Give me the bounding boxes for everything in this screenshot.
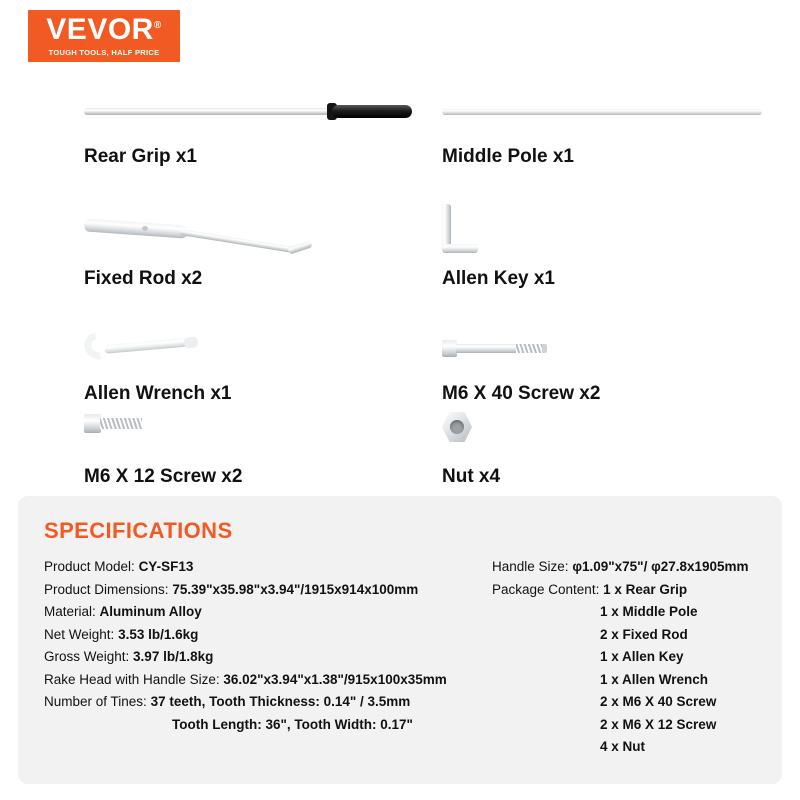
package-content-row xyxy=(492,624,782,647)
m6x40-screw-shaft-shape xyxy=(456,344,518,353)
part-fixed-rod xyxy=(84,204,444,290)
spec-value: 36.02"x3.94"x1.38"/915x100x35mm xyxy=(223,671,447,687)
package-content-row xyxy=(492,601,782,624)
spec-label: Number of Tines: xyxy=(44,694,147,709)
m6x12-screw-head-shape xyxy=(84,414,101,433)
spec-row-product-dimensions xyxy=(44,579,494,602)
spec-row-product-model xyxy=(44,556,494,579)
part-m6x12-screw xyxy=(84,402,444,488)
allen-wrench-tail-shape xyxy=(184,336,199,348)
m6x40-screw-head-shape xyxy=(442,340,457,357)
part-label: Fixed Rod x2 xyxy=(84,268,203,289)
logo-tagline: TOUGH TOOLS, HALF PRICE xyxy=(48,48,160,57)
part-label: Allen Wrench x1 xyxy=(84,383,232,404)
parts-list xyxy=(0,72,800,492)
package-content-item: 2 x M6 X 40 Screw xyxy=(600,694,717,709)
package-content-row xyxy=(492,646,782,669)
spec-value: 37 teeth, Tooth Thickness: 0.14" / 3.5mm xyxy=(150,694,411,709)
package-content-row xyxy=(492,669,782,692)
nut-hole-shape xyxy=(450,420,464,434)
package-content-row xyxy=(492,691,782,714)
spec-row-rake-head-size xyxy=(44,669,494,692)
allen-key-short-arm-shape xyxy=(442,244,478,253)
fixed-rod-tip-shape xyxy=(288,240,313,254)
m6x40-screw-thread-shape xyxy=(516,344,544,353)
spec-row-number-of-tines xyxy=(44,691,494,714)
vevor-logo xyxy=(28,10,180,62)
specifications-left-column xyxy=(44,556,494,736)
part-label: Rear Grip x1 xyxy=(84,146,197,167)
spec-value: 75.39"x35.98"x3.94"/1915x914x100mm xyxy=(172,581,419,597)
logo-wordmark xyxy=(46,15,161,45)
part-label: M6 X 40 Screw x2 xyxy=(442,383,601,404)
spec-value: Tooth Length: 36", Tooth Width: 0.17" xyxy=(172,716,413,732)
m6x12-screw-thread-shape xyxy=(100,418,142,429)
package-content-row xyxy=(492,579,782,602)
spec-row-gross-weight xyxy=(44,646,494,669)
part-label: Middle Pole x1 xyxy=(442,146,574,167)
package-content-item: 1 x Rear Grip xyxy=(603,581,688,597)
part-label: Nut x4 xyxy=(442,466,501,487)
rear-grip-image xyxy=(84,82,444,140)
spec-value: 3.53 lb/1.6kg xyxy=(118,626,199,642)
fixed-rod-arm-shape xyxy=(180,229,297,253)
rear-grip-handle-shape xyxy=(332,105,412,118)
spec-label: Product Dimensions: xyxy=(44,581,169,597)
specifications-title: SPECIFICATIONS xyxy=(44,518,233,543)
m6x40-screw-image xyxy=(442,319,800,377)
middle-pole-shape xyxy=(442,109,762,115)
package-content-item: 4 x Nut xyxy=(600,739,646,754)
allen-wrench-handle-shape xyxy=(104,337,192,354)
package-content-item: 2 x M6 X 12 Screw xyxy=(600,716,717,732)
fixed-rod-image xyxy=(84,204,444,262)
m6x12-screw-image xyxy=(84,402,444,460)
spec-row-material xyxy=(44,601,494,624)
package-content-item: 2 x Fixed Rod xyxy=(600,626,688,642)
spec-value: φ1.09"x75"/ φ27.8x1905mm xyxy=(572,559,749,574)
fixed-rod-head-shape xyxy=(84,218,189,238)
package-content-item: 1 x Allen Key xyxy=(600,649,684,664)
middle-pole-image xyxy=(442,82,800,140)
spec-value: Aluminum Alloy xyxy=(99,604,202,619)
specifications-right-column xyxy=(492,556,782,759)
fixed-rod-hole-shape xyxy=(142,226,148,231)
spec-label: Handle Size: xyxy=(492,559,569,574)
spec-row-tooth-length xyxy=(44,714,494,737)
part-rear-grip xyxy=(84,82,444,168)
spec-value: 3.97 lb/1.8kg xyxy=(133,649,214,664)
part-m6x40-screw xyxy=(442,319,800,405)
logo-brand-text: VEVOR xyxy=(46,13,154,46)
part-middle-pole xyxy=(442,82,800,168)
part-allen-wrench xyxy=(84,319,444,405)
spec-row-net-weight xyxy=(44,624,494,647)
package-content-item: 1 x Allen Wrench xyxy=(600,671,709,687)
spec-value: CY-SF13 xyxy=(138,559,194,574)
part-label: Allen Key x1 xyxy=(442,268,555,289)
spec-row-handle-size xyxy=(492,556,782,579)
package-content-item: 1 x Middle Pole xyxy=(600,604,698,619)
specifications-panel xyxy=(18,496,782,784)
spec-label: Rake Head with Handle Size: xyxy=(44,671,220,687)
rear-grip-rod-shape xyxy=(84,108,340,115)
registered-trademark-icon: ® xyxy=(153,20,162,31)
package-content-row xyxy=(492,736,782,759)
package-content-row xyxy=(492,714,782,737)
part-nut xyxy=(442,402,800,488)
nut-image xyxy=(442,402,800,460)
part-allen-key xyxy=(442,204,800,290)
allen-key-image xyxy=(442,204,800,262)
package-content-label: Package Content: xyxy=(492,581,600,597)
m6x40-screw-tip-shape xyxy=(542,344,547,353)
spec-label: Gross Weight: xyxy=(44,649,130,664)
part-label: M6 X 12 Screw x2 xyxy=(84,466,243,487)
spec-label: Net Weight: xyxy=(44,626,115,642)
spec-label: Product Model: xyxy=(44,559,135,574)
spec-label: Material: xyxy=(44,604,96,619)
allen-wrench-image xyxy=(84,319,444,377)
